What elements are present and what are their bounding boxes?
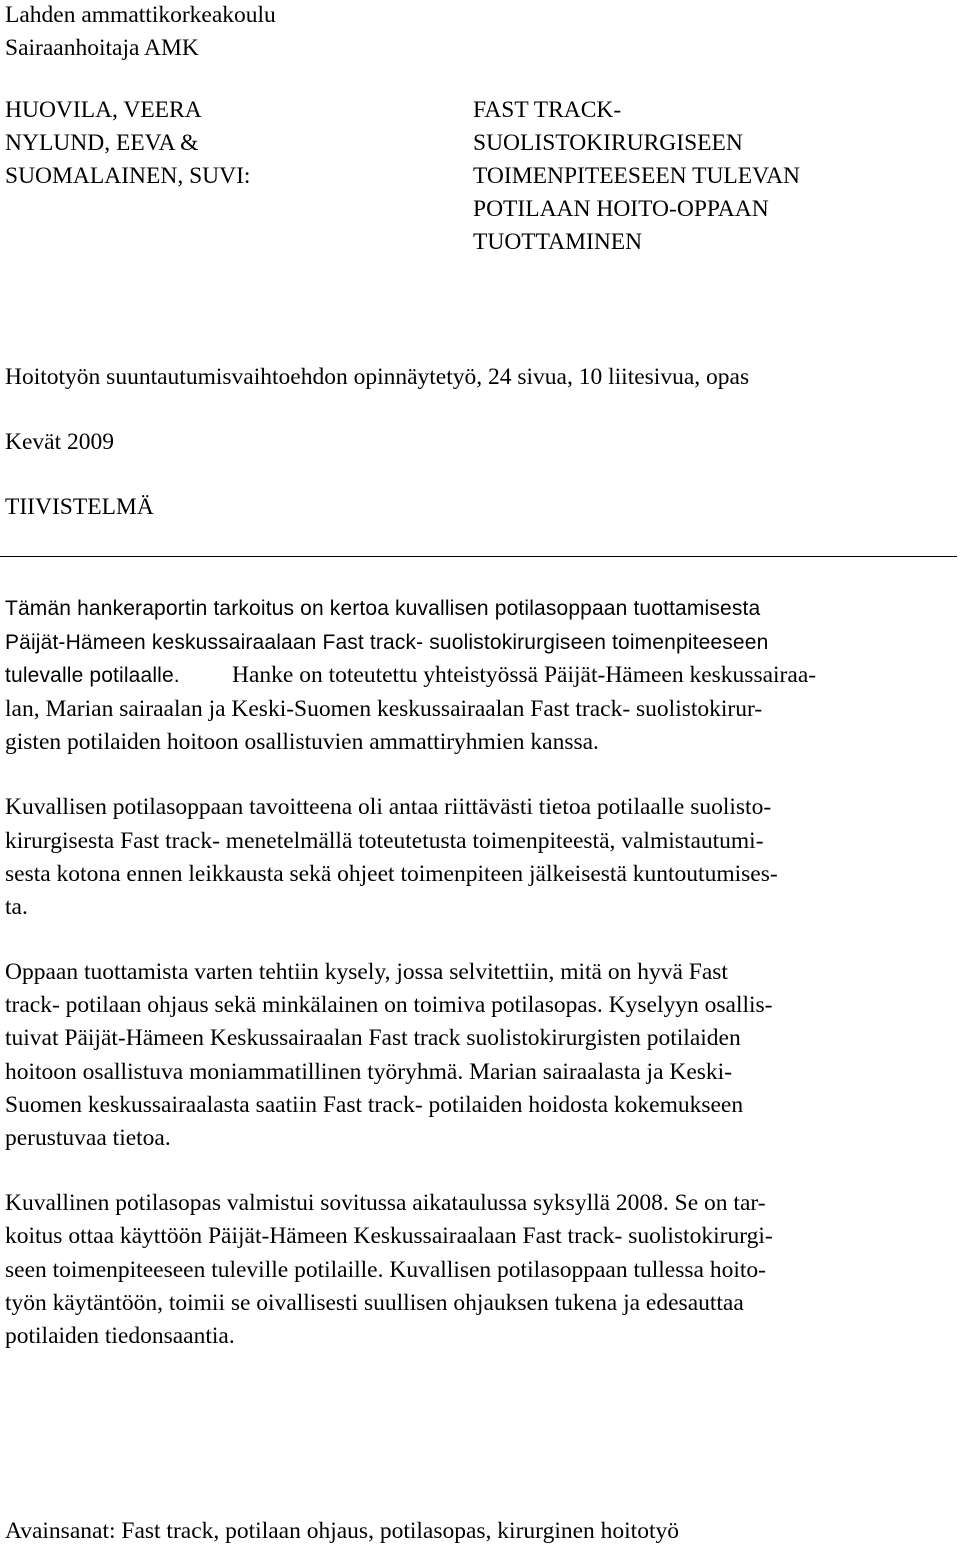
abstract-line: perustuvaa tietoa. bbox=[5, 1125, 171, 1151]
abstract-line: kirurgisesta Fast track- menetelmällä toteutetusta toimenpiteestä, valmistautumi- bbox=[5, 828, 764, 854]
title-line: TUOTTAMINEN bbox=[473, 229, 643, 255]
abstract-line: työn käytäntöön, toimii se oivallisesti suullisen ohjauksen tukena ja edesauttaa bbox=[5, 1290, 744, 1316]
abstract-line: Tämän hankeraportin tarkoitus on kertoa kuvallisen potilasoppaan tuottamisesta bbox=[5, 597, 761, 620]
horizontal-divider bbox=[0, 556, 957, 557]
title-line: POTILAAN HOITO-OPPAAN bbox=[473, 196, 769, 222]
title-line: FAST TRACK- bbox=[473, 97, 622, 123]
abstract-line: sesta kotona ennen leikkausta sekä ohjeet toimenpiteen jälkeisestä kuntoutumises- bbox=[5, 861, 778, 887]
author-line: HUOVILA, VEERA bbox=[5, 97, 202, 123]
term: Kevät 2009 bbox=[5, 429, 114, 455]
abstract-line: koitus ottaa käyttöön Päijät-Hämeen Keskussairaalaan Fast track- suolistokirurgi- bbox=[5, 1223, 773, 1249]
abstract-line: hoitoon osallistuva moniammatillinen työryhmä. Marian sairaalasta ja Keski- bbox=[5, 1059, 733, 1085]
abstract-line: seen toimenpiteeseen tuleville potilaille. Kuvallisen potilasoppaan tullessa hoito- bbox=[5, 1257, 766, 1283]
title-line: TOIMENPITEESEEN TULEVAN bbox=[473, 163, 801, 189]
degree-name: Sairaanhoitaja AMK bbox=[5, 35, 199, 61]
section-heading: TIIVISTELMÄ bbox=[5, 494, 154, 520]
abstract-line: lan, Marian sairaalan ja Keski-Suomen keskussairaalan Fast track- suolistokirur- bbox=[5, 696, 763, 722]
title-line: SUOLISTOKIRURGISEEN bbox=[473, 130, 743, 156]
abstract-line: Suomen keskussairaalasta saatiin Fast track- potilaiden hoidosta kokemukseen bbox=[5, 1092, 744, 1118]
keywords: Avainsanat: Fast track, potilaan ohjaus, potilasopas, kirurginen hoitotyö bbox=[5, 1518, 679, 1544]
abstract-line: Kuvallisen potilasoppaan tavoitteena oli antaa riittävästi tietoa potilaalle suolisto- bbox=[5, 794, 772, 820]
abstract-line: Oppaan tuottamista varten tehtiin kysely, jossa selvitettiin, mitä on hyvä Fast bbox=[5, 959, 728, 985]
abstract-line: Hanke on toteutettu yhteistyössä Päijät-Hämeen keskussairaa- bbox=[232, 662, 817, 688]
school-name: Lahden ammattikorkeakoulu bbox=[5, 2, 276, 28]
abstract-line: gisten potilaiden hoitoon osallistuvien ammattiryhmien kanssa. bbox=[5, 729, 599, 755]
author-line: SUOMALAINEN, SUVI: bbox=[5, 163, 251, 189]
author-line: NYLUND, EEVA & bbox=[5, 130, 199, 156]
abstract-line: tulevalle potilaalle. bbox=[5, 664, 180, 687]
abstract-line: Kuvallinen potilasopas valmistui sovitussa aikataulussa syksyllä 2008. Se on tar- bbox=[5, 1190, 766, 1216]
abstract-line: Päijät-Hämeen keskussairaalaan Fast track- suolistokirurgiseen toimenpiteeseen bbox=[5, 631, 769, 654]
abstract-line: tuivat Päijät-Hämeen Keskussairaalan Fast track suolistokirurgisten potilaiden bbox=[5, 1025, 741, 1051]
abstract-line: track- potilaan ohjaus sekä minkälainen on toimiva potilasopas. Kyselyyn osallis- bbox=[5, 992, 773, 1018]
abstract-line: ta. bbox=[5, 894, 28, 920]
abstract-line: potilaiden tiedonsaantia. bbox=[5, 1323, 235, 1349]
thesis-description: Hoitotyön suuntautumisvaihtoehdon opinnäytetyö, 24 sivua, 10 liitesivua, opas bbox=[5, 364, 750, 390]
